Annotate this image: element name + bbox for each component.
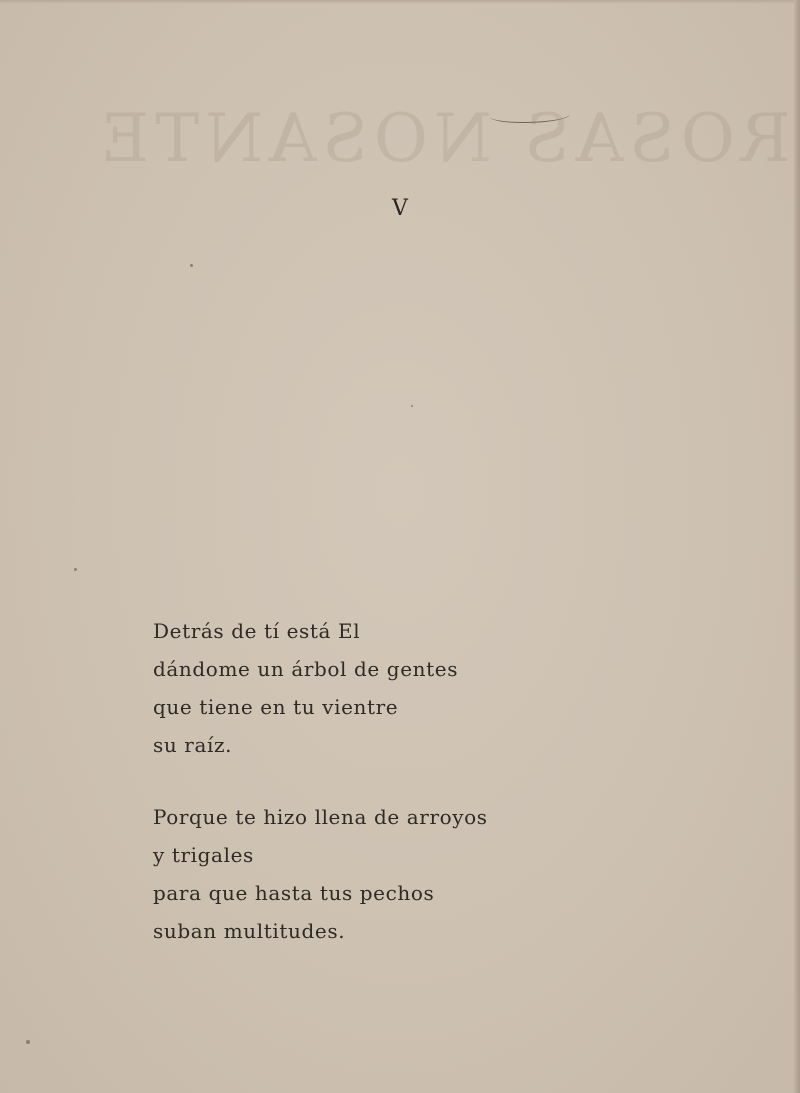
poem-line: para que hasta tus pechos (153, 881, 435, 905)
paper-speck (74, 568, 77, 571)
page-top-edge (0, 0, 800, 4)
poem-line: Porque te hizo llena de arroyos (153, 805, 488, 829)
poem-line: Detrás de tí está El (153, 619, 361, 643)
poem-stanza-1 (153, 612, 488, 764)
poem-line: su raíz. (153, 733, 233, 757)
poem-line: y trigales (153, 843, 254, 867)
section-numeral: V (392, 196, 408, 221)
poem-stanza-2 (153, 798, 488, 950)
paper-speck (26, 1040, 30, 1044)
poem-line: suban multitudes. (153, 919, 346, 943)
poem-text (153, 612, 488, 984)
page-right-edge (794, 0, 800, 1093)
paper-speck (190, 264, 193, 267)
poem-line: dándome un árbol de gentes (153, 657, 459, 681)
bleed-through-text: ROSAS NOSANTE (95, 100, 791, 177)
paper-speck (411, 405, 413, 407)
poem-line: que tiene en tu vientre (153, 695, 399, 719)
